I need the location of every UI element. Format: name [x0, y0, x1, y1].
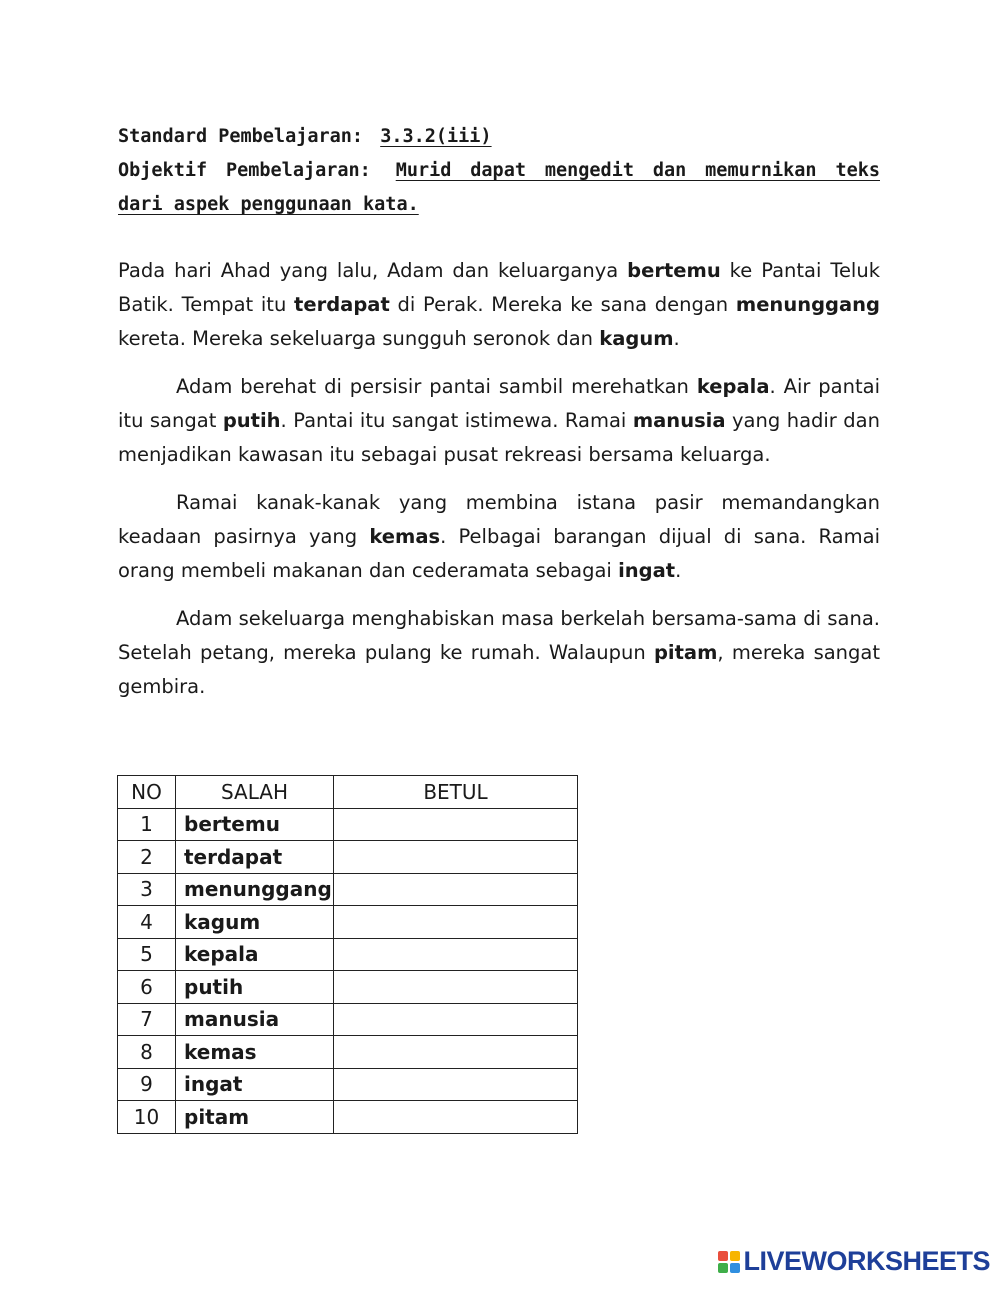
header-no: NO — [118, 776, 176, 809]
row-number: 7 — [118, 1003, 176, 1036]
story-text-run: yang hadir dan menjadikan kawasan itu sebagai pusat rekreasi bersama keluarga. — [118, 409, 880, 466]
wrong-word: ingat — [176, 1068, 334, 1101]
story-text-run: Adam sekeluarga menghabiskan masa berkelah bersama-sama di sana. Setelah petang, mereka pulang ke rumah. Walaupun — [118, 607, 880, 664]
story-text-run: . — [673, 327, 680, 350]
story-text-run: . Pelbagai barangan dijual di sana. Ramai orang membeli makanan dan cederamata sebagai — [118, 525, 880, 582]
logo-block-e — [730, 1263, 740, 1273]
table-row — [118, 808, 578, 841]
error-word: kepala — [696, 375, 770, 398]
wrong-word: manusia — [176, 1003, 334, 1036]
story-text-run: kereta. Mereka sekeluarga sungguh seronok dan — [118, 327, 600, 350]
objective-value: Murid dapat mengedit dan memurnikan teks dari aspek penggunaan kata. — [118, 160, 880, 215]
error-word: putih — [222, 409, 281, 432]
answer-cell — [334, 906, 578, 939]
answer-input[interactable] — [334, 971, 577, 1003]
answer-cell — [334, 1003, 578, 1036]
story-text-run: di Perak. Mereka ke sana dengan — [389, 293, 736, 316]
error-word: manusia — [632, 409, 726, 432]
story-text-run: Adam berehat di persisir pantai sambil merehatkan — [176, 375, 697, 398]
standard-label: Standard Pembelajaran: — [118, 126, 364, 147]
story-text-run: Ramai kanak-kanak yang membina istana pasir memandangkan keadaan pasirnya yang — [118, 491, 880, 548]
correction-table — [117, 775, 578, 1134]
table-row — [118, 1101, 578, 1134]
error-word: ingat — [618, 559, 676, 582]
liveworksheets-logo — [718, 1246, 990, 1277]
table-row — [118, 971, 578, 1004]
answer-input[interactable] — [334, 1101, 577, 1133]
wrong-word: bertemu — [176, 808, 334, 841]
answer-cell — [334, 1101, 578, 1134]
standard-value: 3.3.2(iii) — [380, 126, 492, 147]
objective-line — [118, 154, 880, 222]
answer-input[interactable] — [334, 874, 577, 906]
standard-line — [118, 120, 880, 154]
row-number: 9 — [118, 1068, 176, 1101]
error-word: menunggang — [735, 293, 880, 316]
answer-cell — [334, 873, 578, 906]
answer-cell — [334, 1068, 578, 1101]
answer-cell — [334, 1036, 578, 1069]
logo-text: LIVEWORKSHEETS — [743, 1246, 990, 1276]
story-text-run: Pada hari Ahad yang lalu, Adam dan keluarganya — [118, 259, 628, 282]
story-paragraph-3 — [118, 486, 880, 588]
answer-input[interactable] — [334, 809, 577, 841]
story-text-run: , mereka sangat gembira. — [118, 641, 881, 698]
answer-cell — [334, 808, 578, 841]
row-number: 5 — [118, 938, 176, 971]
story-text-run: ke Pantai Teluk Batik. Tempat itu — [118, 259, 881, 316]
error-word: pitam — [653, 641, 718, 664]
error-word: terdapat — [294, 293, 390, 316]
wrong-word: kagum — [176, 906, 334, 939]
story-text — [118, 254, 880, 718]
table-row — [118, 938, 578, 971]
logo-block-v — [718, 1263, 728, 1273]
story-text-run: . Pantai itu sangat istimewa. Ramai — [280, 409, 633, 432]
wrong-word: pitam — [176, 1101, 334, 1134]
worksheet-header — [118, 120, 880, 222]
logo-blocks-icon — [718, 1251, 740, 1273]
header-betul: BETUL — [334, 776, 578, 809]
story-paragraph-4 — [118, 602, 880, 704]
table-row — [118, 1068, 578, 1101]
answer-input[interactable] — [334, 939, 577, 971]
answer-input[interactable] — [334, 906, 577, 938]
wrong-word: kemas — [176, 1036, 334, 1069]
row-number: 3 — [118, 873, 176, 906]
story-paragraph-1 — [118, 254, 880, 356]
answer-cell — [334, 841, 578, 874]
answer-input[interactable] — [334, 1036, 577, 1068]
objective-label: Objektif Pembelajaran: — [118, 160, 371, 181]
answer-input[interactable] — [334, 1004, 577, 1036]
row-number: 10 — [118, 1101, 176, 1134]
answer-input[interactable] — [334, 1069, 577, 1101]
row-number: 2 — [118, 841, 176, 874]
table-row — [118, 1036, 578, 1069]
wrong-word: kepala — [176, 938, 334, 971]
table-row — [118, 1003, 578, 1036]
wrong-word: putih — [176, 971, 334, 1004]
answer-input[interactable] — [334, 841, 577, 873]
row-number: 6 — [118, 971, 176, 1004]
row-number: 1 — [118, 808, 176, 841]
row-number: 4 — [118, 906, 176, 939]
table-row — [118, 873, 578, 906]
wrong-word: menunggang — [176, 873, 334, 906]
table-row — [118, 906, 578, 939]
answer-cell — [334, 971, 578, 1004]
row-number: 8 — [118, 1036, 176, 1069]
table-header-row — [118, 776, 578, 809]
logo-block-l — [718, 1251, 728, 1261]
answer-cell — [334, 938, 578, 971]
logo-block-i — [730, 1251, 740, 1261]
error-word: kagum — [599, 327, 674, 350]
story-paragraph-2 — [118, 370, 880, 472]
story-text-run: . — [675, 559, 682, 582]
story-text-run: . Air pantai itu sangat — [118, 375, 880, 432]
table-row — [118, 841, 578, 874]
wrong-word: terdapat — [176, 841, 334, 874]
header-salah: SALAH — [176, 776, 334, 809]
error-word: bertemu — [627, 259, 721, 282]
error-word: kemas — [369, 525, 441, 548]
